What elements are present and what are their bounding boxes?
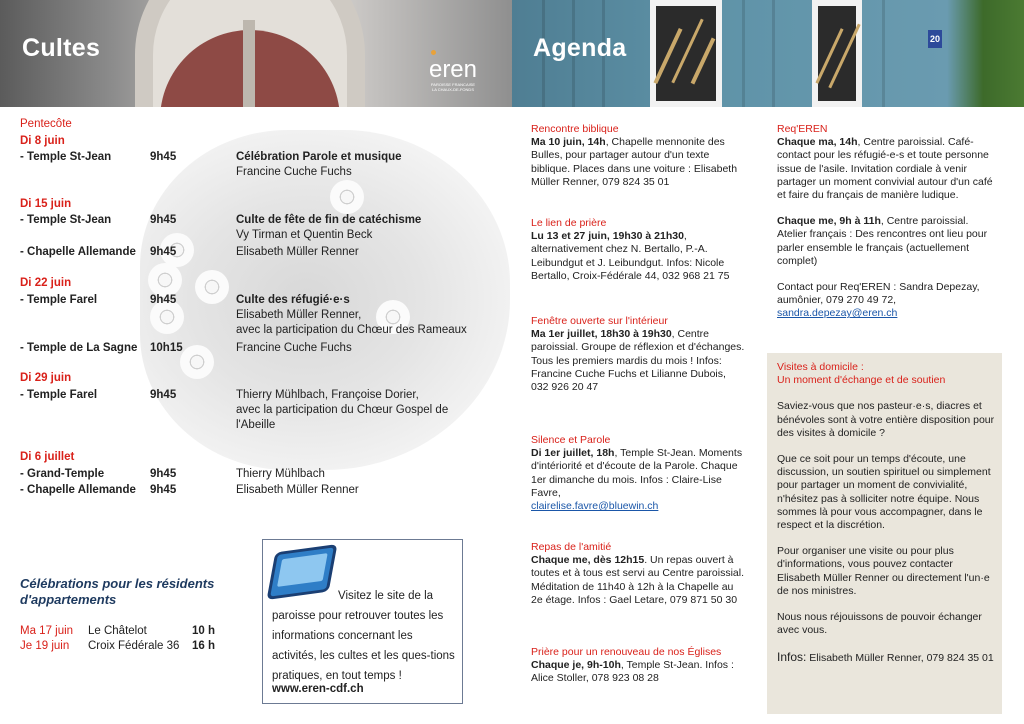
culte-date: Di 22 juin [20,277,72,289]
culte-date: Di 15 juin [20,198,72,210]
stained-window-image-2 [812,0,862,107]
culte-time: 9h45 [150,468,177,480]
visits-infos-text: Elisabeth Müller Renner, 079 824 35 01 [809,652,994,665]
culte-place: - Chapelle Allemande [20,246,136,258]
visits-title-1: Visites à domicile : [777,361,864,373]
agenda-item [531,434,746,513]
agenda-item-title: Repas de l'amitié [531,541,612,553]
daisy-image [148,263,182,297]
culte-celebrant: Vy Tirman et Quentin Beck [236,229,373,241]
culte-place: - Temple Farel [20,389,98,401]
agenda-item-when: Di 1er juillet, 18h [531,447,615,460]
agenda-item-title: Rencontre biblique [531,123,619,135]
agenda-item [531,123,746,189]
agenda-item-text: . Un repas ouvert à toutes et à tous est servi au Centre paroissial. Méditation de 11h40 à 12h à la Chapelle au 2e étage. Infos : Gael Letare, 079 871 50 30 [531,554,745,606]
reqeren-contact: Contact pour Req'EREN : Sandra Depezay, aumônier, 079 270 49 72, [777,281,980,307]
culte-place: - Temple St-Jean [20,214,112,226]
culte-date: Di 6 juillet [20,451,75,463]
visits-block [777,361,995,666]
agenda-item [531,541,746,607]
culte-time: 9h45 [150,294,177,306]
stained-window-image [650,0,722,107]
house-number-plate: 20 [928,30,942,48]
visits-infos-label: Infos: [777,650,807,665]
culte-date: Di 29 juin [20,372,72,384]
cultes-title: Cultes [22,34,101,62]
reqeren-when-2: Chaque me, 9h à 11h [777,215,881,228]
info-line-1: Visitez le site de la [338,590,434,602]
email-link[interactable]: sandra.depezay@eren.ch [777,307,898,320]
culte-place: - Temple de La Sagne [20,342,138,354]
culte-time: 9h45 [150,151,177,163]
agenda-item-title: Silence et Parole [531,434,611,446]
culte-celebrant: Francine Cuche Fuchs [236,166,352,178]
visits-paragraph: Pour organiser une visite ou pour plus d'informations, vous pouvez contacter Elisabeth Müller Renner ou directement l'un·e de nos ministres. [777,545,990,597]
agenda-item-title: Fenêtre ouverte sur l'intérieur [531,315,668,327]
culte-place: - Temple Farel [20,294,98,306]
agenda-item-when: Lu 13 et 27 juin, 19h30 à 21h30 [531,230,684,243]
culte-celebrant: Thierry Mühlbach [236,468,325,480]
reqeren-title: Req'EREN [777,123,828,135]
eren-logo [421,58,485,92]
agenda-item-text: , Temple St-Jean. Infos : Alice Stoller, 078 923 08 28 [531,659,734,685]
agenda-item-when: Chaque me, dès 12h15 [531,554,645,567]
culte-celebrant: Francine Cuche Fuchs [236,342,352,354]
info-text: paroisse pour retrouver toutes les informations concernant les activités, les cultes et les ques-tions pratiques, en tout temps ! [272,610,455,682]
culte-title: Culte de fête de fin de catéchisme [236,214,422,226]
reqeren-text-1: , Centre paroissial. Café-contact pour les réfugié-e-s et toute personne issue de l'asile. Invitation cordiale à venir partager un moment convivial autour d'un café et faire du français de manière ludique. [777,136,993,202]
culte-note: l'Abeille [236,419,276,431]
daisy-image [180,345,214,379]
daisy-image [330,180,364,214]
culte-place: - Temple St-Jean [20,151,112,163]
culte-time: 9h45 [150,484,177,496]
logo-word: eren [428,56,478,83]
agenda-title: Agenda [533,34,627,62]
culte-celebrant: Elisabeth Müller Renner, [236,309,362,321]
reqeren-block [777,123,999,321]
residents-date: Ma 17 juin [20,625,74,637]
agenda-item-when: Ma 1er juillet, 18h30 à 19h30 [531,328,672,341]
culte-note: avec la participation du Chœur des Rameaux [236,324,467,336]
agenda-item [531,217,746,283]
culte-time: 9h45 [150,214,177,226]
visits-paragraph: Nous nous réjouissons de pouvoir échanger avec vous. [777,611,982,637]
visits-title-2: Un moment d'échange et de soutien [777,374,946,387]
reqeren-text-2: , Centre paroissial. Atelier français : Des rencontres ont lieu pour parler ensemble le français (actuellement complet) [777,215,988,267]
logo-dot-icon [431,50,436,55]
arch-column-image [243,20,255,107]
email-link[interactable]: clairelise.favre@bluewin.ch [531,500,659,513]
agenda-item-text: , Centre paroissial. Groupe de réflexion et d'échanges. Tous les premiers mardis du mois ! Infos: Francine Cuche Fuchs et Lilianne Dubois, 032 926 20 47 [531,328,745,394]
culte-note: avec la participation du Chœur Gospel de [236,404,449,416]
culte-date: Di 8 juin [20,135,65,147]
reqeren-when-1: Chaque ma, 14h [777,136,858,149]
agenda-item-when: Ma 10 juin, 14h [531,136,606,149]
residents-hour: 16 h [192,640,216,652]
daisy-image [195,270,229,304]
visits-paragraph: Saviez-vous que nos pasteur·e·s, diacres et bénévoles sont à votre entière disposition pour des visites à domicile ? [777,400,995,439]
residents-hour: 10 h [192,625,216,637]
agenda-item-text: , alternativement chez N. Bertallo, P.-A. Leibundgut et J. Leibundgut. Infos: Nicole Bertallo, Croix-Fédérale 44, 032 968 21 75 [531,230,730,282]
residents-title: Célébrations pour les résidents d'appartements [20,576,215,607]
agenda-item [531,315,746,394]
feast-label: Pentecôte [20,118,72,130]
agenda-item-text: , Chapelle mennonite des Bulles, pour partager autour d'un texte biblique. Places dans une voiture : Elisabeth Müller Renner, 079 824 35 01 [531,136,738,188]
culte-celebrant: Elisabeth Müller Renner [236,484,359,496]
agenda-item-when: Chaque je, 9h-10h [531,659,621,672]
culte-celebrant: Elisabeth Müller Renner [236,246,359,258]
agenda-item-text: , Temple St-Jean. Moments d'intériorité et d'écoute de la Parole. Chaque 1er dimanche du mois. Infos : Claire-Lise Favre, [531,447,743,499]
residents-place: Croix Fédérale 36 [88,640,180,652]
culte-title: Culte des réfugié·e·s [236,294,350,306]
agenda-item [531,646,746,686]
website-link[interactable]: www.eren-cdf.ch [272,683,364,695]
website-info-box [262,539,463,704]
culte-place: - Chapelle Allemande [20,484,136,496]
culte-time: 9h45 [150,246,177,258]
culte-time: 10h15 [150,342,183,354]
logo-sub-2: LA CHAUX-DE-FONDS [431,87,474,92]
visits-paragraph: Que ce soit pour un temps d'écoute, une discussion, un soutien spirituel ou simplement pour partager un moment de convivialité, n'hésitez pas à solliciter notre équipe. Nous sommes là pour vous accompagner, dans le respect et la discrétion. [777,453,991,532]
agenda-item-title: Le lien de prière [531,217,607,229]
agenda-item-title: Prière pour un renouveau de nos Églises [531,646,722,658]
culte-time: 9h45 [150,389,177,401]
culte-title: Célébration Parole et musique [236,151,402,163]
culte-celebrant: Thierry Mühlbach, Françoise Dorier, [236,389,419,401]
logo-sub-1: PAROISSE FRANCAISE [430,82,476,87]
culte-place: - Grand-Temple [20,468,105,480]
residents-place: Le Châtelot [88,625,147,637]
residents-date: Je 19 juin [20,640,70,652]
